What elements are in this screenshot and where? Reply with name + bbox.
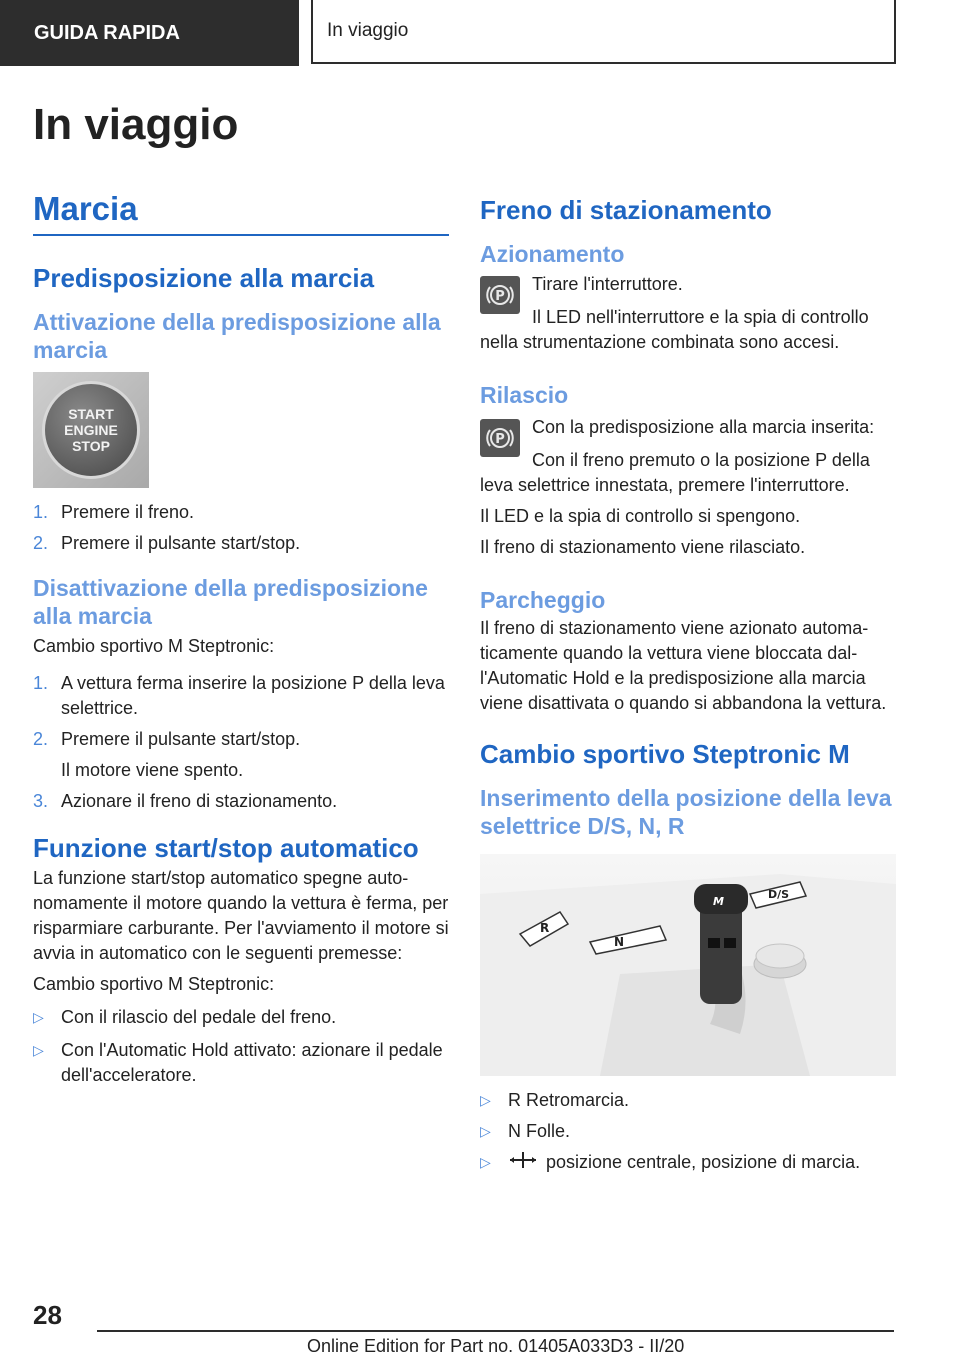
subtitle-cambio-steptronic: Cambio sportivo Steptronic M — [480, 739, 850, 769]
deactivation-intro: Cambio sportivo M Steptronic: — [33, 636, 275, 656]
triangle-bullet-icon: ▷ — [33, 1009, 44, 1025]
list-item: 1. A vettura ferma inserire la posizione P della leva selettrice. — [33, 673, 445, 718]
left-column — [33, 190, 449, 1088]
svg-text:P: P — [495, 289, 505, 304]
page-number: 28 — [33, 1300, 62, 1330]
center-position-icon — [508, 1150, 546, 1177]
subtitle-inserimento: Inserimento della posizione della leva selettrice D/S, N, R — [480, 785, 892, 839]
azionamento-block — [480, 272, 896, 355]
subtitle-start-stop-automatico: Funzione start/stop automatico — [33, 833, 419, 863]
auto-description: La funzione start/stop automatico spegne autonomamente il motore quando la vettura è ferma, per risparmiare carburante. Per l'avviamento il motore si avvia in automatico con le seguenti premesse: — [33, 868, 449, 963]
list-item: 3. Azionare il freno di stazionamento. — [33, 791, 338, 811]
subtitle-parcheggio: Parcheggio — [480, 587, 606, 613]
rilascio-block — [480, 415, 896, 498]
triangle-bullet-icon: ▷ — [33, 1042, 44, 1058]
list-item: ▷ Con l'Automatic Hold attivato: azionare il pedale dell'acceleratore. — [33, 1038, 449, 1088]
svg-text:P: P — [495, 432, 505, 447]
auto-intro: Cambio sportivo M Steptronic: — [33, 974, 275, 994]
rilascio-line4: Il freno di stazionamento viene rilasciato. — [480, 537, 806, 557]
rilascio-line1: Con la predisposizione alla marcia inserita: — [532, 417, 875, 437]
list-item: ▷ R Retromarcia. — [480, 1088, 896, 1113]
header-chapter: In viaggio — [311, 0, 896, 64]
azionamento-line1: Tirare l'interruttore. — [532, 274, 683, 294]
rilascio-line3: Il LED e la spia di controllo si spengono. — [480, 506, 801, 526]
step-note: Il motore viene spento. — [61, 760, 244, 780]
section-title-freno: Freno di stazionamento — [480, 195, 772, 225]
page-header — [0, 0, 960, 66]
list-item: 2. Premere il pulsante start/stop. — [33, 729, 301, 749]
m-logo: M — [713, 895, 724, 908]
triangle-bullet-icon: ▷ — [480, 1123, 491, 1139]
page-title: In viaggio — [33, 100, 239, 149]
list-item: ▷ Con il rilascio del pedale del freno. — [33, 1005, 449, 1030]
start-stop-button-icon: START ENGINE STOP — [42, 381, 140, 479]
subtitle-predisposizione: Predisposizione alla marcia — [33, 263, 375, 293]
subtitle-azionamento: Azionamento — [480, 241, 625, 267]
right-column — [480, 190, 896, 1177]
list-item: 2. Premere il pulsante start/stop. — [33, 533, 301, 553]
header-section: GUIDA RAPIDA — [0, 0, 299, 66]
rilascio-line2: Con il freno premuto o la posizione P della leva selettrice innestata, premere l'interruttore. — [480, 450, 870, 495]
footer-divider — [97, 1330, 894, 1332]
subtitle-rilascio: Rilascio — [480, 382, 569, 408]
gear-label-r: R — [540, 921, 550, 935]
parking-brake-icon — [480, 419, 520, 457]
azionamento-line2: Il LED nell'interruttore e la spia di controllo nella strumentazione combinata sono accesi. — [480, 307, 869, 352]
parking-brake-icon — [480, 276, 520, 314]
list-item: ▷ N Folle. — [480, 1119, 896, 1144]
parcheggio-text: Il freno di stazionamento viene azionato automaticamente quando la vettura viene bloccata dall'Automatic Hold e la predisposizione alla marcia viene disattivata o quando si abbandona la vettura. — [480, 618, 887, 713]
start-engine-stop-button-image — [33, 372, 149, 488]
gear-label-n: N — [614, 935, 625, 949]
footer-edition: Online Edition for Part no. 01405A033D3 - II/20 — [307, 1336, 685, 1356]
triangle-bullet-icon: ▷ — [480, 1154, 491, 1170]
section-title-marcia: Marcia — [33, 190, 449, 236]
list-item: 1. Premere il freno. — [33, 502, 195, 522]
list-item: ▷ posizione centrale, posizione di marcia. — [480, 1150, 896, 1177]
gear-label-ds: D/S — [768, 888, 790, 901]
triangle-bullet-icon: ▷ — [480, 1092, 491, 1108]
subtitle-disattivazione: Disattivazione della predisposizione alla marcia — [33, 575, 428, 629]
subtitle-attivazione: Attivazione della predisposizione alla marcia — [33, 309, 441, 363]
gear-selector-image — [480, 854, 896, 1076]
